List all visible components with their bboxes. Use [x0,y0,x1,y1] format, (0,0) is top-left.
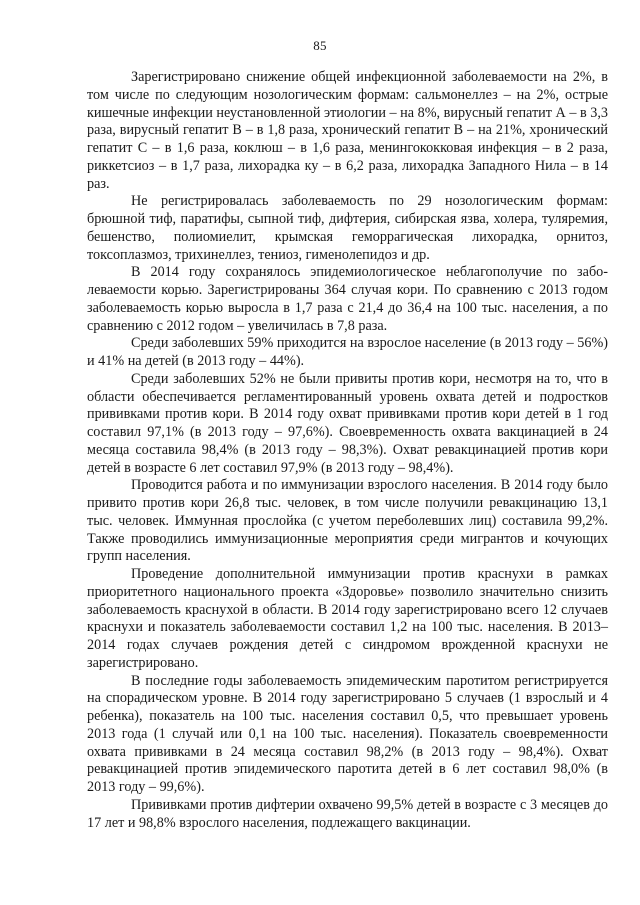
body-text [87,69,608,832]
paragraph-mumps: В последние годы заболеваемость эпидемическим паротитом регистрируется на спорадическом уровне. В 2014 году зарегистрировано 5 случаев (1 взрослый и 4 ребенка), показатель на 100 тыс. населения составил 0,5, что превышает уровень 2013 года (1 случай или 0,1 на 100 тыс. населения). Показатель своевременности охвата прививками в 24 месяца составил 98,2% (в 2013 году – 98,4%). Охват ревакцинацией против эпидемического паротита детей в 6 лет составил 98,0% (в 2013 году – 99,6%). [87,672,608,795]
page-number: 85 [313,38,327,53]
paragraph-measles-age-split: Среди заболевших 59% приходится на взрослое население (в 2013 году – 56%) и 41% на детей (в 2013 году – 44%). [87,335,609,369]
paragraph-diphtheria: Прививками против дифтерии охвачено 99,5% детей в возрасте с 3 месяцев до 17 лет и 98,8% взрослого населения, подлежащего вакцинации. [87,796,608,831]
paragraph-adult-immunization: Проводится работа и по иммунизации взрослого населения. В 2014 году было привито против кори 26,8 тыс. человек, в том числе получили ревакцинацию 13,1 тыс. человек. Иммунная прослойка (с учетом переболевших лиц) составила 99,2%. Также проводились иммунизационные мероприятия среди мигрантов и кочующих групп населения. [87,477,608,565]
paragraph-measles-vaccination: Среди заболевших 52% не были привиты против кори, несмотря на то, что в области обеспечивается регламентированный уровень охвата детей и подростков прививками против кори. В 2014 году охват прививками против кори детей в 1 год составил 97,1% (в 2013 году – 97,6%). Своевременность охвата вакцинацией в 24 месяца составила 98,4% (в 2013 году – 98,3%). Охват ревакцинацией против кори детей в возрасте 6 лет составил 97,9% (в 2013 году – 98,4%). [87,370,608,476]
paragraph-measles-incidence: В 2014 году сохранялось эпидемиологическое неблагополучие по заболеваемости корью. Зарегистрированы 364 случая кори. По сравнению с 2013 годом заболеваемость корью выросла в 1,7 раза с 21,4 до 36,4 на 100 тыс. населения, а по сравнению с 2012 годом – увеличилась в 7,8 раза. [87,264,608,334]
paragraph-unregistered-diseases: Не регистрировалась заболеваемость по 29 нозологическим формам: брюшной тиф, паратифы, сыпной тиф, дифтерия, сибирская язва, холера, туляремия, бешенство, полиомиелит, крымская геморрагическая лихорадка, орнитоз, токсоплазмоз, трихинеллез, тениоз, гименолепидоз и др. [87,193,608,263]
paragraph-rubella: Проведение дополнительной иммунизации против краснухи в рамках приоритетного национального проекта «Здоровье» позволило значительно снизить заболеваемость краснухой в области. В 2014 году зарегистрировано всего 12 случаев краснухи и показатель заболеваемости составил 1,2 на 100 тыс. населения. В 2013–2014 годах случаев рождения детей с синдромом врожденной краснухи не зарегистрировано. [87,566,608,671]
paragraph-infection-decline: Зарегистрировано снижение общей инфекционной заболеваемости на 2%, в том числе по следующим нозологическим формам: сальмонеллез – на 2%, острые кишечные инфекции неустановленной этиологии – на 8%, вирусный гепатит А – в 3,3 раза, вирусный гепатит В – в 1,8 раза, хронический гепатит В – на 21%, хронический гепатит С – в 1,6 раза, коклюш – в 1,6 раза, менингококковая инфекция – в 2 раза, риккетсиоз – в 1,7 раза, лихорадка ку – в 6,2 раза, лихорадка Западного Нила – в 14 раз. [87,69,608,192]
